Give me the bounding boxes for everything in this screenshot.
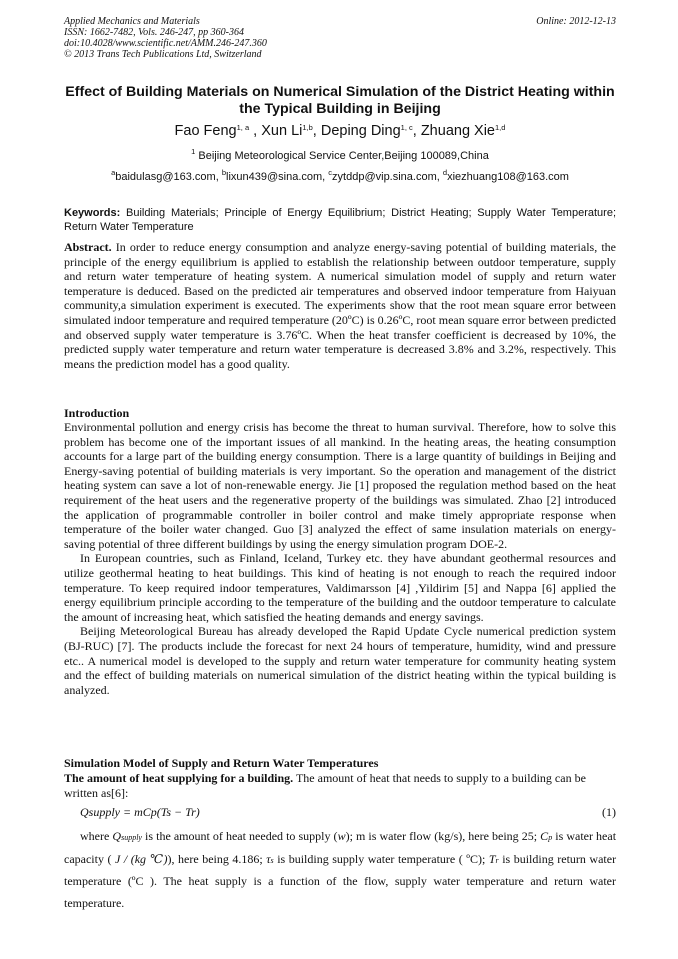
paragraph: In European countries, such as Finland, Iceland, Turkey etc. they have abundant geothermal resources and utilize geothermal heating to heat buildings. This kind of heating is not enough to reach the required indoor temperature. To keep required indoor temperatures, Valdimarsson [4] ,Yildirim [5] and Nappa [6] applied the energy equilibrium principle according to the temperature of the building and the outdoor temperature to calculate the amount of increasing heat, which satisfied the heating demands and energy savings. (64, 551, 616, 624)
text: where (80, 829, 110, 843)
affiliation (64, 147, 616, 162)
paragraph: Environmental pollution and energy crisis has become the threat to human survival. Therefore, how to solve this problem has become one of the important issues of all mankind. In the heating areas, the heating consumption accounts for a large part of the building energy consumption. There is a large quantity of buildings in Beijing and Energy-saving potential of building materials is very important. So the operation and management of the district heating system can save a lot of non-renewable energy. Jie [1] proposed the regulation method based on the heat requirement of the heat users and the regenerative property of the buildings was simulated. Zhao [2] introduced the application of programmable controller in boiler control and make timely appropriate response when temperature of the boiler water changed. Guo [3] analyzed the effect of same insulation materials on energy-saving potential of three different buildings by using the energy simulation program DOE-2. (64, 420, 616, 551)
symbol-sub: supply (121, 833, 142, 842)
symbol: Q (112, 829, 122, 843)
abstract-text: In order to reduce energy consumption and analyze energy-saving potential of building materials, the principle of the energy equilibrium is applied to establish the relationship between outdoor temperature, supply and return water temperature of heating system. A numerical simulation model of supply and return water temperature is deduced. Based on the predicted air temperatures and observed indoor temperature from Haiyuan community,a simulation experiment is executed. The experiments show that the root mean square error between simulated indoor temperature and required temperature (20ºC) is 0.26ºC, root mean square error between predicted and observed supply water temperature is 3.76ºC. When the heat transfer coefficient is decreased by 10%, the predicted supply water temperature and return water temperature is decreased 3.8% and 3.2%, respectively. This means the prediction model has a good quality. (64, 240, 616, 371)
affil-text: Beijing Meteorological Service Center,Beijing 100089,China (198, 150, 489, 162)
email-marker: a (111, 168, 116, 177)
subsection-title: The amount of heat supplying for a building. (64, 771, 294, 785)
author-affil: 1,d (495, 123, 506, 132)
author-name: Deping Ding (320, 123, 401, 139)
email-marker: c (328, 168, 333, 177)
paragraph: Beijing Meteorological Bureau has already developed the Rapid Update Cycle numerical prediction system (BJ-RUC) [7]. The products include the forecast for next 24 hours of temperature, humidity, wind and pressure etc.. A numerical model is developed to the supply and return water temperature for community heating system and the effect of building materials on numerical simulation of the district heating within the typical building is analyzed. (64, 624, 616, 697)
author-affil: 1, c (400, 123, 413, 132)
email: lixun439@sina.com (226, 171, 323, 183)
keywords (64, 206, 616, 234)
journal-header (64, 16, 616, 60)
author-name: Zhuang Xie (420, 123, 495, 139)
text: ); m is water flow (kg/s), here being 25; (345, 829, 538, 843)
email: xiezhuang108@163.com (447, 171, 569, 183)
simulation-heading: Simulation Model of Supply and Return Water Temperatures (64, 756, 379, 770)
symbol: w (337, 829, 346, 843)
text: is building return water temperature (ºC ). The heat supply is a function of the flow, supply water temperature and return water temperature. (64, 851, 617, 910)
online-date: Online: 2012-12-13 (536, 16, 616, 27)
text: ), here being 4.186; (167, 851, 263, 866)
symbol: C (540, 829, 549, 843)
copyright: © 2013 Trans Tech Publications Ltd, Switzerland (64, 49, 262, 60)
doi: doi:10.4028/www.scientific.net/AMM.246-247.360 (64, 38, 267, 49)
affil-marker: 1 (191, 147, 196, 156)
keywords-label: Keywords: (64, 207, 121, 219)
paper-title: Effect of Building Materials on Numerical Simulation of the District Heating within the Typical Building in Beijing (65, 84, 615, 117)
symbol: T (488, 851, 496, 866)
text: is water heat capacity ( (64, 829, 617, 866)
symbol-sub: r (495, 855, 499, 865)
symbol-sub: p (548, 833, 553, 842)
text: is building supply water temperature ( ºC); (277, 851, 486, 866)
author-name: Xun Li (261, 123, 303, 139)
author-list: Fao Feng$^{1, a}$ , Xun Li$^{1,b}$, Deping Ding$^{1, c}$, Zhuang Xie$^{1,d}$ (174, 123, 506, 139)
author-affil: 1, a (236, 123, 250, 132)
email-marker: d (442, 168, 448, 177)
symbol-sub: s (270, 855, 274, 865)
journal-name: Applied Mechanics and Materials (64, 16, 200, 27)
email: zytddp@vip.sina.com (332, 171, 437, 183)
issn: ISSN: 1662-7482, Vols. 246-247, pp 360-364 (64, 27, 244, 38)
author-name: Fao Feng (174, 123, 237, 139)
introduction-heading: Introduction (64, 406, 130, 420)
text: is the amount of heat needed to supply ( (145, 829, 338, 843)
email-marker: b (221, 168, 226, 177)
keywords-text: Building Materials; Principle of Energy Equilibrium; District Heating; Supply Water Temperature; Return Water Temperature (64, 207, 616, 233)
equation: Qsupply = mCp(Ts − Tr) (80, 805, 200, 819)
email: baidulasg@163.com (115, 171, 216, 183)
equation-number: (1) (602, 805, 616, 819)
email-list: $^a$baidulasg@163.com, $^b$lixun439@sina.com, $^c$zytddp@vip.sina.com, $^d$xiezhuang108@163.com (111, 168, 569, 183)
symbol: τ (266, 851, 271, 866)
subsection-text: The amount of heat that needs to supply to a building can be written as[6]: (64, 771, 586, 800)
equation-explanation (64, 826, 616, 914)
unit: J / (kg ℃) (115, 851, 168, 866)
abstract-label: Abstract. (64, 240, 112, 254)
author-affil: 1,b (302, 123, 313, 132)
subsection (64, 771, 616, 800)
introduction-body (64, 420, 616, 697)
abstract (64, 240, 616, 371)
